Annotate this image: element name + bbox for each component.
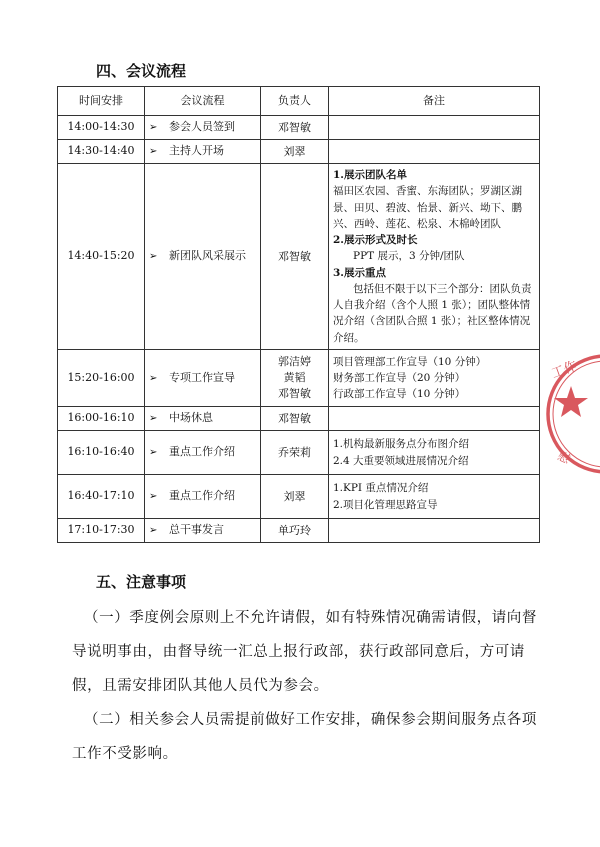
table-row (58, 116, 540, 140)
owner-cell (261, 431, 329, 475)
notice-paragraph: （一）季度例会原则上不允许请假，如有特殊情况确需请假，请向督导说明事由，由督导统一汇总上报行政部，获行政部同意后，方可请假，且需安排团队其他人员代为参会。 (72, 610, 537, 694)
process-cell (145, 431, 261, 475)
owner-name: 邓智敏 (278, 120, 311, 134)
table-row (58, 431, 540, 475)
header-process: 会议流程 (145, 87, 261, 116)
process-cell (145, 407, 261, 431)
owner-name: 郭洁婷 (278, 355, 311, 369)
notes-cell (329, 140, 540, 164)
process-label: 总干事发言 (169, 523, 224, 537)
table-row (58, 164, 540, 350)
time-cell: 14:00-14:30 (58, 116, 145, 140)
notes-cell (329, 431, 540, 475)
table-row (58, 350, 540, 407)
note-heading: 1.展示团队名单 (333, 169, 407, 182)
notes-cell (329, 407, 540, 431)
note-text: 2.项目化管理思路宣导 (333, 498, 438, 511)
owner-name: 刘翠 (283, 489, 306, 503)
note-text: 财务部工作宣导（20 分钟） (333, 371, 466, 384)
process-label: 新团队风采展示 (169, 249, 246, 263)
process-cell (145, 164, 261, 350)
section-4-title: 四、会议流程 (96, 62, 187, 80)
arrow-bullet-icon: ➢ (149, 372, 158, 384)
notes-cell (329, 350, 540, 407)
table-row (58, 519, 540, 543)
note-text: 2.4 大重要领域进展情况介绍 (333, 454, 469, 467)
arrow-bullet-icon: ➢ (149, 491, 158, 503)
header-notes: 备注 (329, 87, 540, 116)
table-row (58, 407, 540, 431)
owner-cell (261, 475, 329, 519)
owner-cell (261, 116, 329, 140)
note-text: 福田区农园、香蜜、东海团队；罗湖区湖景、田贝、碧波、怡景、新兴、坳下、鹏兴、西岭、莲花、松泉、木棉岭团队 (333, 185, 522, 230)
owner-name: 乔荣莉 (278, 445, 311, 459)
process-cell (145, 519, 261, 543)
note-text: 包括但不限于以下三个部分：团队负责人自我介绍（含个人照 1 张）；团队整体情况介绍（含团队合照 1 张）；社区整体情况介绍。 (333, 282, 532, 344)
header-time: 时间安排 (58, 87, 145, 116)
note-text: 行政部工作宣导（10 分钟） (333, 388, 466, 401)
notes-cell (329, 116, 540, 140)
arrow-bullet-icon: ➢ (149, 122, 158, 134)
owner-cell (261, 350, 329, 407)
time-cell: 16:40-17:10 (58, 475, 145, 519)
process-cell (145, 350, 261, 407)
process-label: 参会人员签到 (169, 120, 235, 134)
header-owner: 负责人 (261, 87, 329, 116)
owner-cell (261, 140, 329, 164)
process-cell (145, 475, 261, 519)
notice-paragraph: （二）相关参会人员需提前做好工作安排，确保参会期间服务点各项工作不受影响。 (72, 712, 537, 762)
note-text: 项目管理部工作宣导（10 分钟） (333, 355, 487, 368)
arrow-bullet-icon: ➢ (149, 413, 158, 425)
note-text: 1.KPI 重点情况介绍 (333, 482, 429, 495)
owner-name: 邓智敏 (278, 249, 311, 263)
note-text: PPT 展示，3 分钟/团队 (353, 250, 465, 263)
notes-cell (329, 164, 540, 350)
process-cell (145, 140, 261, 164)
owner-name: 邓智敏 (278, 411, 311, 425)
svg-text:工作: 工作 (549, 358, 580, 382)
time-cell: 14:30-14:40 (58, 140, 145, 164)
table-row (58, 140, 540, 164)
note-heading: 3.展示重点 (333, 266, 386, 279)
section-5-title: 五、注意事项 (96, 573, 187, 591)
arrow-bullet-icon: ➢ (149, 525, 158, 537)
time-cell: 17:10-17:30 (58, 519, 145, 543)
meeting-schedule-table (57, 86, 540, 543)
owner-name: 黄韬 (283, 371, 306, 385)
note-text: 1.机构最新服务点分布图介绍 (333, 438, 470, 451)
owner-cell (261, 164, 329, 350)
red-seal-stamp (544, 352, 600, 482)
table-header-row (58, 87, 540, 116)
process-label: 重点工作介绍 (169, 445, 235, 459)
owner-cell (261, 407, 329, 431)
time-cell: 16:00-16:10 (58, 407, 145, 431)
notes-cell (329, 519, 540, 543)
svg-text:慰: 慰 (555, 448, 573, 467)
time-cell: 15:20-16:00 (58, 350, 145, 407)
owner-name: 刘翠 (283, 144, 306, 158)
process-label: 主持人开场 (169, 144, 224, 158)
notes-cell (329, 475, 540, 519)
table-row (58, 475, 540, 519)
time-cell: 14:40-15:20 (58, 164, 145, 350)
owner-name: 邓智敏 (278, 386, 311, 400)
owner-cell (261, 519, 329, 543)
process-cell (145, 116, 261, 140)
time-cell: 16:10-16:40 (58, 431, 145, 475)
note-heading: 2.展示形式及时长 (333, 234, 418, 247)
seal-icon (544, 352, 600, 482)
arrow-bullet-icon: ➢ (149, 251, 158, 263)
process-label: 中场休息 (169, 411, 213, 425)
process-label: 专项工作宣导 (169, 370, 235, 384)
arrow-bullet-icon: ➢ (149, 447, 158, 459)
arrow-bullet-icon: ➢ (149, 146, 158, 158)
owner-name: 单巧玲 (278, 523, 311, 537)
process-label: 重点工作介绍 (169, 489, 235, 503)
